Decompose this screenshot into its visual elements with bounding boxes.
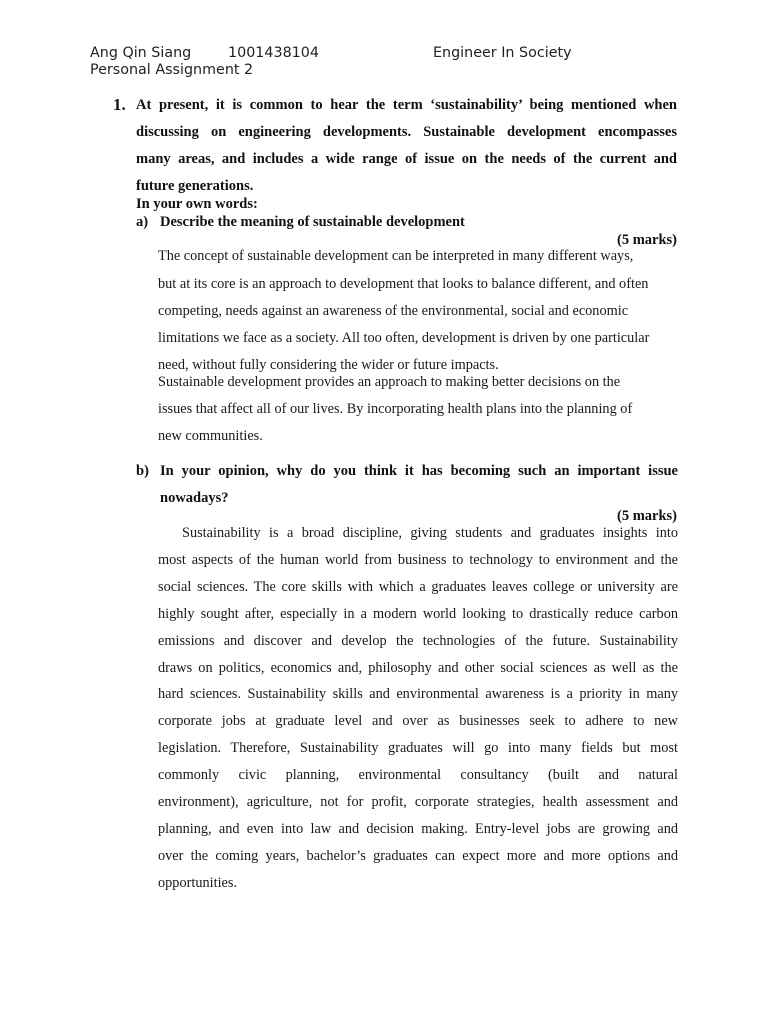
author-name: Ang Qin Siang [90,45,192,61]
answer-b-line: hard sciences. Sustainability skills and environmental awareness is a priority in many [158,686,678,702]
answer-b-line: draws on politics, economics and, philosophy and other social sciences as well as the [158,660,678,676]
part-a-question: Describe the meaning of sustainable development [160,214,465,230]
part-b-question-line: nowadays? [160,490,229,506]
question-prompt-line: future generations. [136,178,254,194]
part-b-label: b) [136,463,149,479]
answer-b-line: emissions and discover and develop the technologies of the future. Sustainability [158,633,678,649]
answer-b-line: corporate jobs at graduate level and over as businesses seek to adhere to new [158,713,678,729]
answer-b-line: environment), agriculture, not for profit, corporate strategies, health assessment and [158,794,678,810]
course-title: Engineer In Society [433,45,572,61]
instruction: In your own words: [136,196,258,212]
question-prompt-line: many areas, and includes a wide range of issue on the needs of the current and [136,151,677,167]
part-b-marks: (5 marks) [616,508,677,524]
answer-b-line: social sciences. The core skills with which a graduates leaves college or university are [158,579,678,595]
answer-b-line: opportunities. [158,875,238,891]
part-a-marks: (5 marks) [616,232,677,248]
question-prompt-line: discussing on engineering developments. Sustainable development encompasses [136,124,677,140]
assignment-title: Personal Assignment 2 [90,62,254,78]
answer-b-line: legislation. Therefore, Sustainability graduates will go into many fields but most [158,740,678,756]
answer-a-line: but at its core is an approach to development that looks to balance different, and often [158,276,649,292]
question-prompt-line: At present, it is common to hear the term ‘sustainability’ being mentioned when [136,97,677,113]
answer-a-line: need, without fully considering the wider or future impacts. [158,357,499,373]
answer-b-line: commonly civic planning, environmental consultancy (built and natural [158,767,678,783]
answer-b-line: highly sought after, especially in a modern world looking to drastically reduce carbon [158,606,678,622]
answer-a-line: limitations we face as a society. All too often, development is driven by one particular [158,330,650,346]
question-number: 1. [113,95,126,114]
answer-a-line: competing, needs against an awareness of the environmental, social and economic [158,303,629,319]
answer-b-line: over the coming years, bachelor’s graduates can expect more and more options and [158,848,678,864]
answer-a-line: Sustainable development provides an approach to making better decisions on the [158,374,621,390]
part-a-label: a) [136,214,149,230]
student-id: 1001438104 [228,45,319,61]
answer-a-line: new communities. [158,428,263,444]
answer-b-line: most aspects of the human world from business to technology to environment and the [158,552,678,568]
answer-a-line: The concept of sustainable development can be interpreted in many different ways, [158,248,634,264]
answer-b-line: Sustainability is a broad discipline, giving students and graduates insights into [182,525,678,541]
answer-a-line: issues that affect all of our lives. By incorporating health plans into the planning of [158,401,633,417]
part-b-question-line: In your opinion, why do you think it has becoming such an important issue [160,463,678,479]
answer-b-line: planning, and even into law and decision making. Entry-level jobs are growing and [158,821,678,837]
